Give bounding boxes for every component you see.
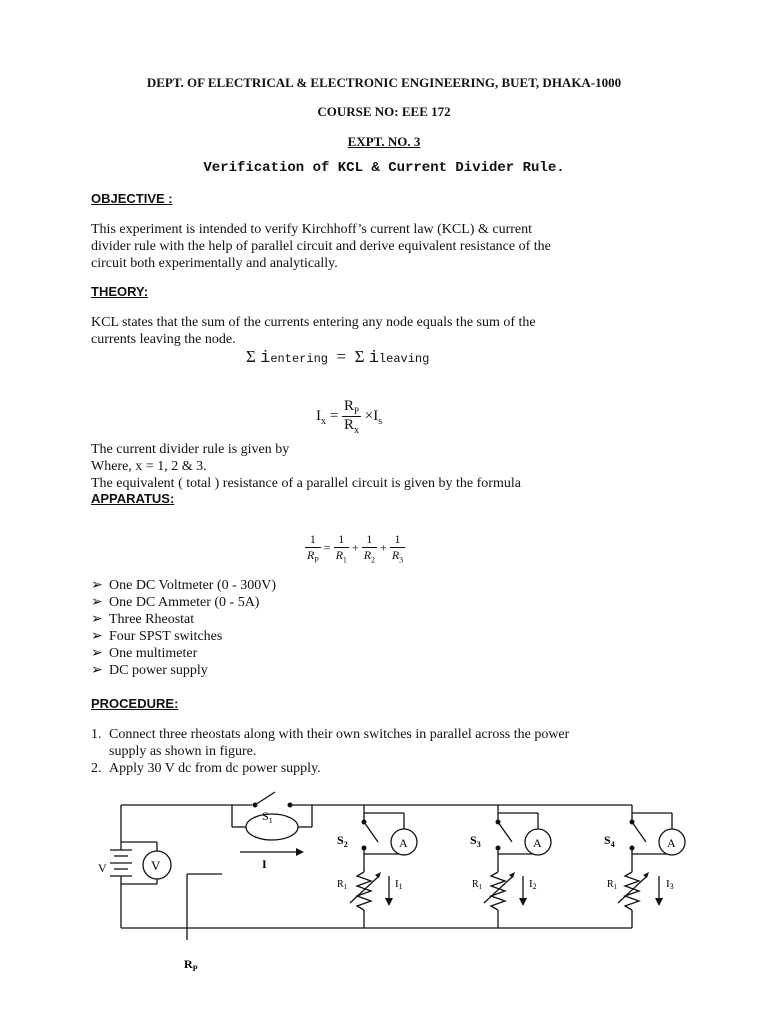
objective-heading: OBJECTIVE : — [91, 191, 173, 206]
arrow-bullet-icon: ➢ — [91, 578, 103, 593]
switch-s1-label: $S_1$ — [262, 809, 273, 825]
kcl-equation: Σ ientering = Σ ileaving — [246, 347, 430, 368]
arrow-bullet-icon: ➢ — [91, 595, 103, 610]
equivalent-resistance-formula: $\frac{1}{R_P}$ = $\frac{1}{R_1}$ + $\frac{1}{R_2}$ + $\frac{1}{R_3}$ — [307, 532, 404, 565]
list-item: ➢ Four SPST switches — [91, 629, 223, 644]
ammeter-symbol: A — [533, 836, 542, 850]
branch-current-label: I2 — [529, 878, 537, 891]
list-item: ➢ One DC Ammeter (0 - 5A) — [91, 595, 260, 610]
objective-line: circuit both experimentally and analytically. — [91, 256, 338, 271]
procedure-heading: PROCEDURE: — [91, 696, 179, 711]
apparatus-heading: APPARATUS: — [91, 491, 175, 506]
arrow-bullet-icon: ➢ — [91, 646, 103, 661]
theory-after-line: The current divider rule is given by — [91, 442, 290, 457]
branch-1 — [337, 805, 417, 928]
resistor-label: $R_1$ — [472, 879, 483, 891]
list-item: ➢ DC power supply — [91, 663, 208, 678]
arrow-bullet-icon: ➢ — [91, 663, 103, 678]
switch-label: $S_3$ — [470, 833, 481, 849]
experiment-title: Verification of KCL & Current Divider Rule. — [203, 160, 565, 176]
branch-3 — [604, 805, 685, 928]
switch-label: $S_2$ — [337, 833, 348, 849]
total-current-label: I — [262, 857, 267, 871]
current-divider-formula: $I_x$ = $\frac{R_P}{R_x}$ $\times I_s$ — [316, 398, 383, 436]
resistor-label: $R_1$ — [337, 879, 348, 891]
procedure-step: 1. Connect three rheostats along with their own switches in parallel across the power supply as shown in figure. — [91, 727, 570, 759]
switch-label: $S_4$ — [604, 833, 615, 849]
ammeter-symbol: A — [399, 836, 408, 850]
arrow-bullet-icon: ➢ — [91, 629, 103, 644]
theory-heading: THEORY: — [91, 284, 149, 299]
experiment-number: EXPT. NO. 3 — [347, 134, 421, 149]
arrow-bullet-icon: ➢ — [91, 612, 103, 627]
rp-label: $R_P$ — [184, 957, 198, 973]
circuit-diagram — [0, 790, 768, 980]
objective-paragraph — [91, 221, 691, 272]
branch-2 — [470, 805, 551, 928]
branch-current-label: I1 — [395, 878, 403, 891]
resistor-label: $R_1$ — [607, 879, 618, 891]
course-number: COURSE NO: EEE 172 — [317, 104, 451, 119]
theory-after-line: The equivalent ( total ) resistance of a parallel circuit is given by the formula — [91, 476, 521, 491]
procedure-step: 2. Apply 30 V dc from dc power supply. — [91, 761, 321, 776]
list-item: ➢ One DC Voltmeter (0 - 300V) — [91, 578, 277, 593]
ammeter-symbol: A — [667, 836, 676, 850]
divider-fraction: $\frac{R_P}{R_x}$ — [343, 398, 359, 436]
supply-voltage-label: V — [98, 861, 107, 875]
theory-line: currents leaving the node. — [91, 332, 236, 347]
objective-line: This experiment is intended to verify Kirchhoff’s current law (KCL) & current — [91, 222, 532, 237]
list-item: ➢ One multimeter — [91, 646, 198, 661]
theory-paragraph — [91, 314, 691, 348]
voltmeter-symbol: V — [151, 858, 161, 873]
theory-after-line: Where, x = 1, 2 & 3. — [91, 459, 207, 474]
procedure-steps — [91, 726, 711, 777]
department-header: DEPT. OF ELECTRICAL & ELECTRONIC ENGINEERING, BUET, DHAKA-1000 — [146, 75, 622, 90]
branch-current-label: I3 — [666, 878, 674, 891]
theory-line: KCL states that the sum of the currents entering any node equals the sum of the — [91, 315, 536, 330]
objective-line: divider rule with the help of parallel circuit and derive equivalent resistance of the — [91, 239, 551, 254]
theory-after-paragraph — [91, 441, 691, 492]
apparatus-list — [91, 577, 276, 679]
list-item: ➢ Three Rheostat — [91, 612, 195, 627]
